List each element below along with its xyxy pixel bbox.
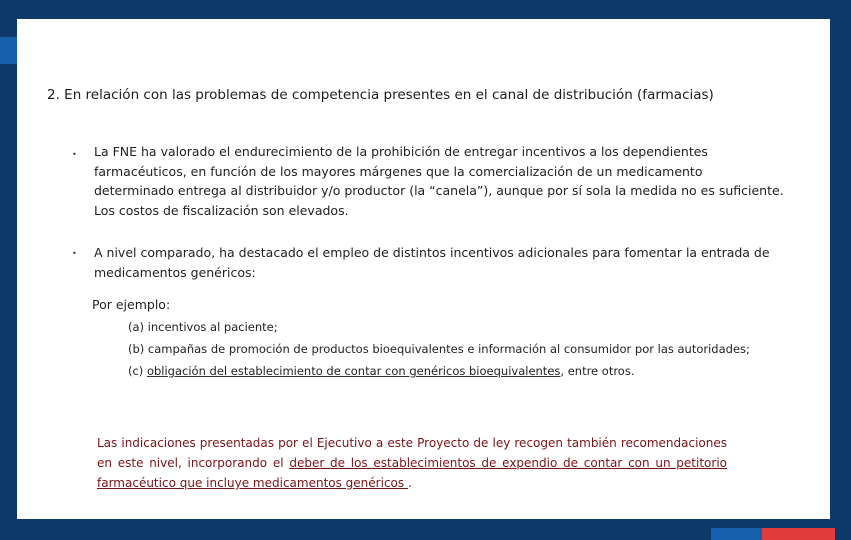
example-item-a: (a) incentivos al paciente; [128,320,278,334]
closing-end: . [407,476,412,490]
example-item-c-underlined: obligación del establecimiento de contar con genéricos bioequivalentes [146,364,561,378]
example-item-c-suffix: , entre otros. [560,364,635,378]
bullet-text-2: A nivel comparado, ha destacado el empleo de distintos incentivos adicionales para fomentar la entrada de medicamentos genéricos: [94,245,770,280]
slide-heading: 2. En relación con las problemas de competencia presentes en el canal de distribución (farmacias) [47,87,714,103]
bullet-marker: • [72,249,77,258]
bullet-text-1: La FNE ha valorado el endurecimiento de la prohibición de entregar incentivos a los dependientes farmacéuticos, en función de los mayores márgenes que la comercialización de un medicamento determinado entrega al distribuidor y/o productor (la “canela”), aunque por sí sola la medida no es suficiente. Los costos de fiscalización son elevados. [94,144,784,218]
closing-underlined-text: deber de los establecimientos de expendio de contar con un petitorio farmacéutico que incluye medicamentos genéricos [97,456,728,490]
bullet-marker: • [72,150,77,159]
closing-paragraph [97,433,727,493]
example-label: Por ejemplo: [92,297,171,312]
footer-blue-strip [711,528,762,540]
footer-red-strip [762,528,835,540]
example-item-b: (b) campañas de promoción de productos bioequivalentes e información al consumidor por las autoridades; [128,342,750,356]
closing-text: Las indicaciones presentadas por el Ejecutivo a este Proyecto de ley recogen también recomendaciones en este nivel, incorporando el [97,436,727,470]
example-item-c-prefix: (c) [128,364,147,378]
example-item-c [128,364,634,378]
